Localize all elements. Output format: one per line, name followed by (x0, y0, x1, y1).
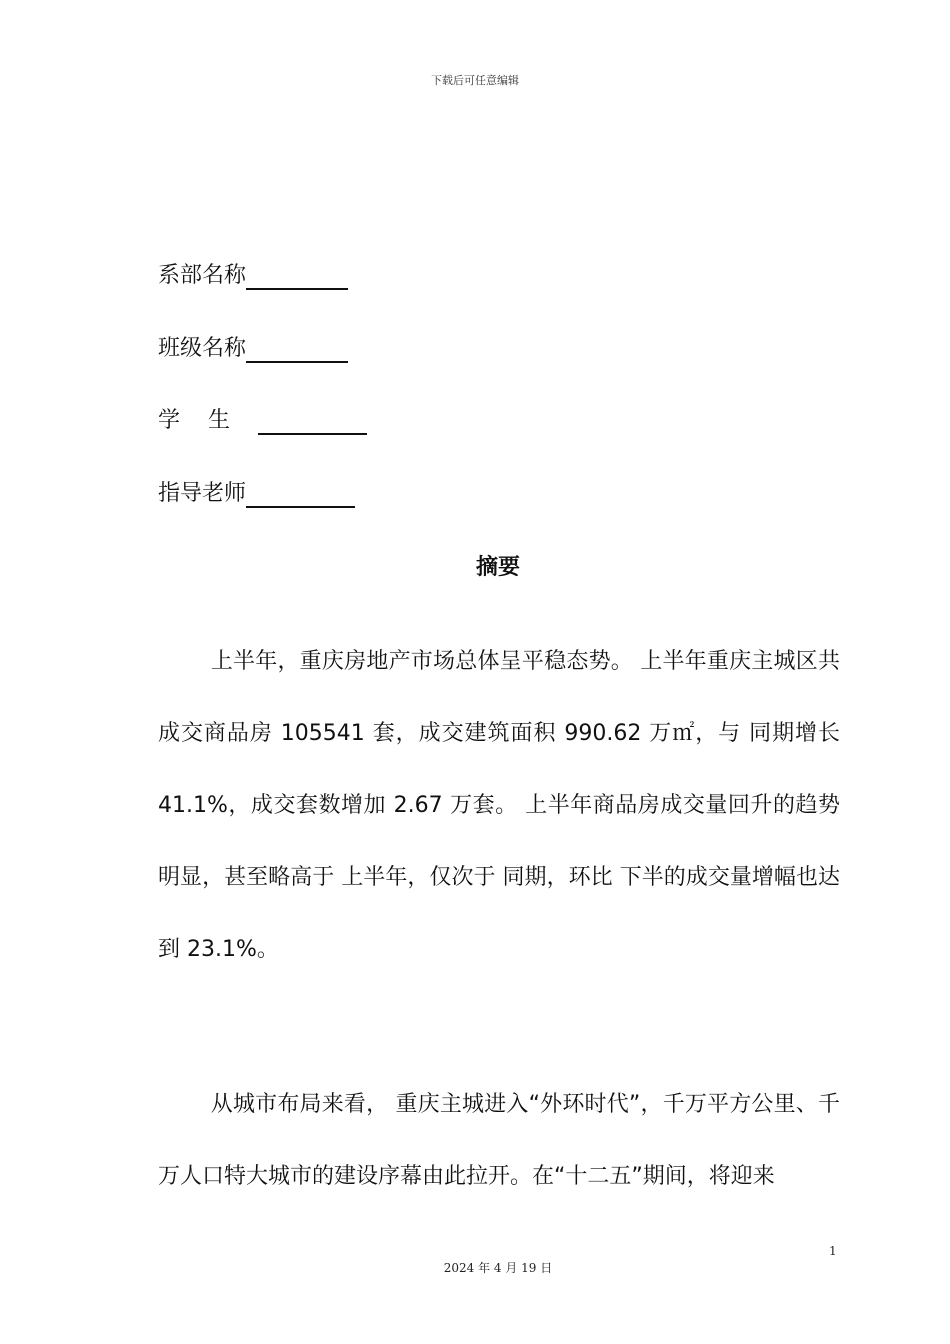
advisor-label: 指导老师 (158, 481, 247, 506)
abstract-paragraph-1 (158, 626, 840, 986)
footer-date: 2024 年 4 月 19 日 (443, 1261, 553, 1275)
department-blank[interactable] (246, 262, 348, 290)
page-number: 1 (829, 1244, 837, 1258)
class-blank[interactable] (246, 335, 348, 363)
advisor-field (158, 480, 355, 508)
abstract-paragraph-text: 上半年，重庆房地产市场总体呈平稳态势。 上半年重庆主城区共成交商品房 105541 套，成交建筑面积 990.62 万㎡，与 同期增长 41.1%，成交套数增加 2.67 万套。 上半年商品房成交量回升的趋势明显，甚至略高于 上半年，仅次于 同期，环比 下半的成交量增幅也达到 23.1%。 (158, 649, 840, 962)
department-label: 系部名称 (158, 263, 247, 288)
abstract-paragraph-text: 从城市布局来看， 重庆主城进入“外环时代”，千万平方公里、千万人口特大城市的建设序幕由此拉开。在“十二五”期间，将迎来 (158, 1092, 840, 1189)
class-label: 班级名称 (158, 336, 247, 361)
student-field (158, 407, 367, 435)
advisor-blank[interactable] (246, 480, 355, 508)
header-note: 下载后可任意编辑 (431, 74, 519, 87)
department-field (158, 262, 348, 290)
abstract-title: 摘要 (475, 555, 520, 580)
class-field (158, 335, 348, 363)
student-label: 学生 (158, 408, 259, 433)
student-blank[interactable] (258, 407, 367, 435)
abstract-paragraph-2 (158, 1069, 840, 1213)
